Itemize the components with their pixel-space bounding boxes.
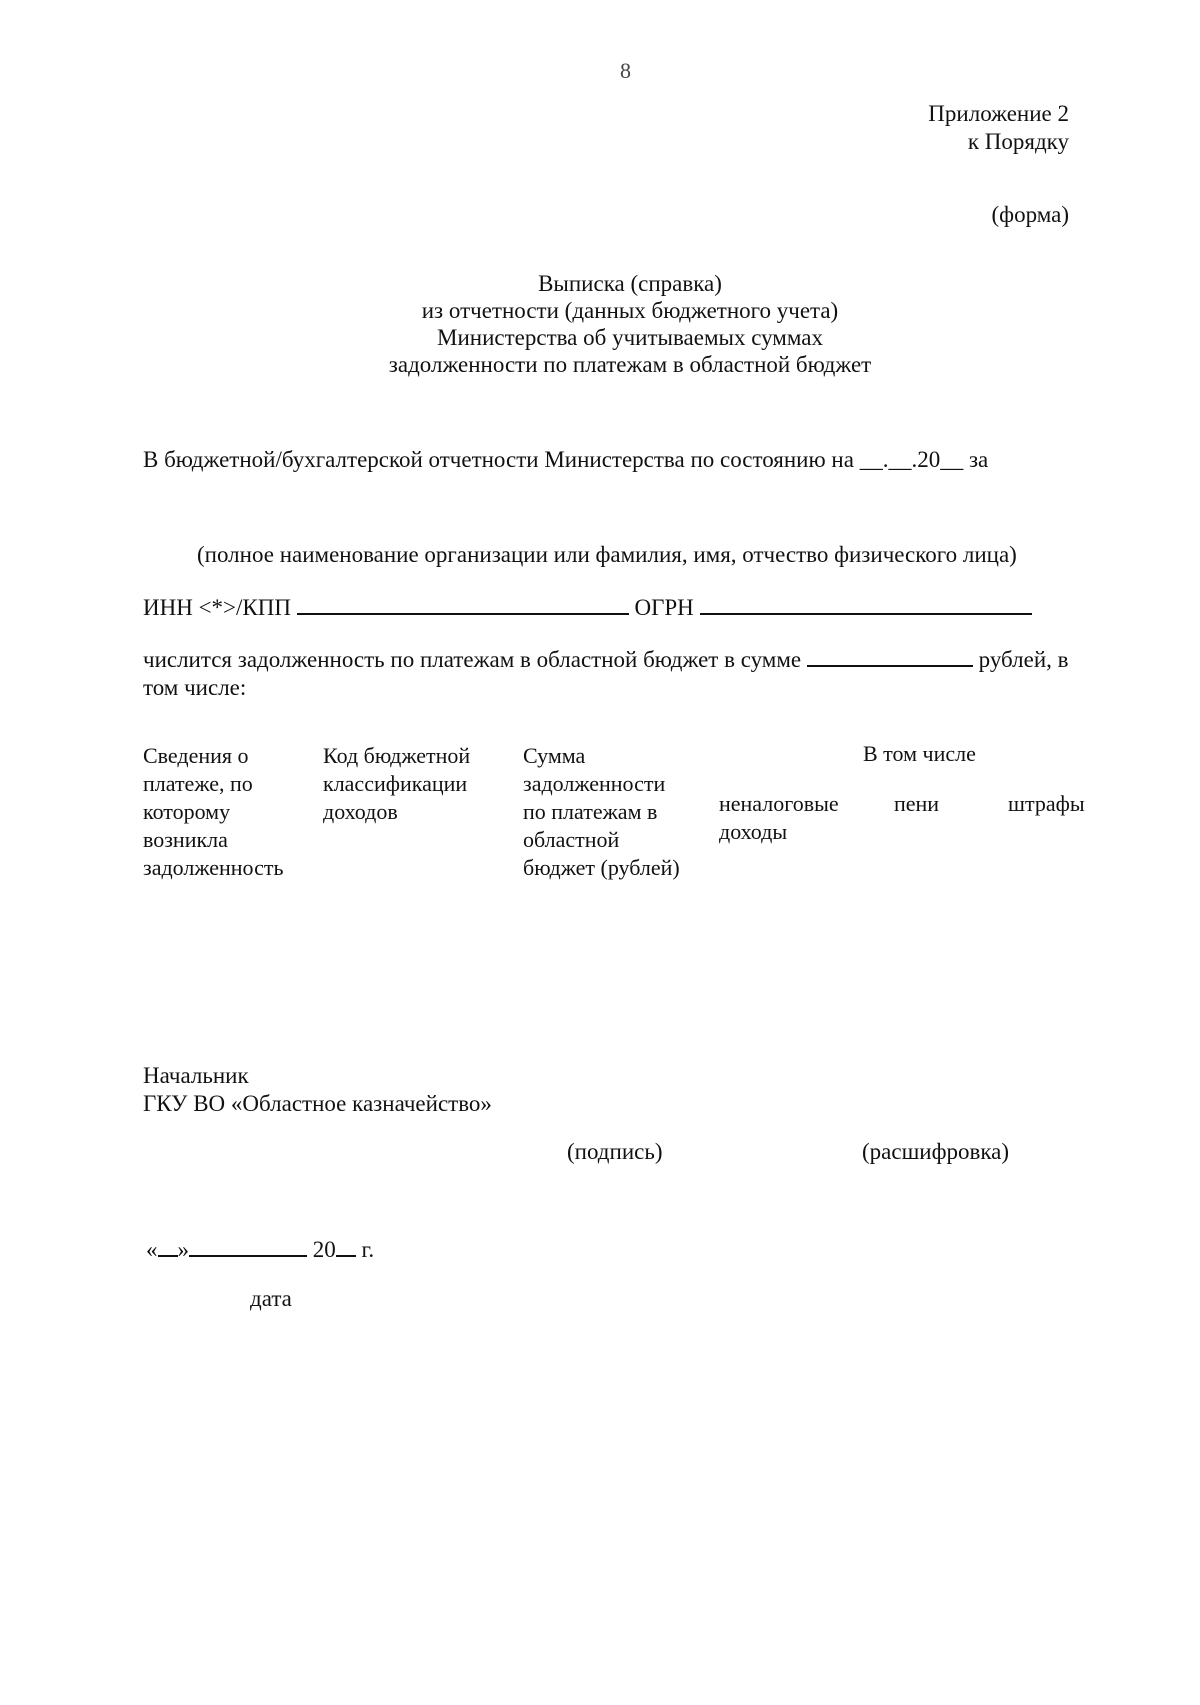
form-label: (форма) [991, 202, 1069, 227]
document-title [300, 270, 960, 378]
reporting-state-line [143, 446, 988, 474]
signature-caption: (подпись) [567, 1139, 663, 1164]
column-budget-code-line: классификации [323, 771, 468, 796]
month-blank[interactable] [189, 1233, 307, 1257]
column-payment-info-line: платеже, по [143, 771, 253, 796]
column-fines: штрафы [1008, 791, 1085, 816]
column-non-tax-income-line: неналоговые [719, 791, 839, 816]
appendix-line-1: Приложение 2 [928, 101, 1069, 126]
column-payment-info-line: Сведения о [143, 743, 249, 768]
title-line-3: Министерства об учитываемых суммах [437, 325, 823, 350]
debt-amount-blank[interactable] [807, 643, 973, 667]
title-line-4: задолженности по платежам в областной бюджет [388, 352, 872, 377]
date-line [146, 1233, 374, 1264]
day-blank[interactable] [158, 1233, 178, 1257]
date-open-quote: « [146, 1237, 158, 1262]
column-budget-code-line: Код бюджетной [323, 743, 471, 768]
column-group-including: В том числе [863, 741, 976, 766]
inn-ogrn-line [143, 591, 1032, 622]
column-non-tax-income-line: доходы [719, 819, 788, 844]
date-year-prefix: 20 [312, 1237, 336, 1262]
column-budget-code-line: доходов [323, 799, 398, 824]
signer-title-line-2: ГКУ ВО «Областное казначейство» [143, 1091, 492, 1116]
appendix-line-2: к Порядку [967, 129, 1069, 154]
date-close-quote: » [177, 1237, 189, 1262]
debt-line-2: том числе: [143, 675, 247, 700]
column-payment-info-line: задолженность [143, 855, 284, 880]
column-debt-amount-line: бюджет (рублей) [523, 855, 680, 880]
date-caption: дата [250, 1286, 292, 1311]
state-suffix: за [968, 447, 989, 472]
column-debt-amount-line: задолженности [523, 771, 666, 796]
column-penalties: пени [894, 791, 940, 816]
signer-title [143, 1062, 492, 1118]
year-blank[interactable] [336, 1233, 356, 1257]
signer-title-line-1: Начальник [143, 1063, 249, 1088]
inn-kpp-blank[interactable] [297, 591, 629, 615]
state-prefix: В бюджетной/бухгалтерской отчетности Министерства по состоянию на [143, 447, 854, 472]
debt-amount-paragraph [143, 643, 1133, 702]
column-debt-amount-line: Сумма [523, 743, 586, 768]
inn-kpp-label: ИНН <*>/КПП [143, 595, 291, 620]
appendix-reference [928, 100, 1069, 156]
column-budget-code [323, 742, 470, 826]
column-payment-info-line: которому [143, 799, 231, 824]
column-debt-amount-line: по платежам в [523, 799, 658, 824]
decoding-caption: (расшифровка) [862, 1139, 1010, 1164]
column-payment-info-line: возникла [143, 827, 228, 852]
date-year-suffix: г. [361, 1237, 375, 1262]
column-payment-info [143, 742, 284, 882]
ogrn-label: ОГРН [634, 595, 694, 620]
state-date-blank: __.__.20__ [859, 447, 964, 472]
title-line-1: Выписка (справка) [538, 271, 722, 296]
ogrn-blank[interactable] [700, 591, 1032, 615]
page-number: 8 [620, 58, 631, 83]
title-line-2: из отчетности (данных бюджетного учета) [421, 298, 839, 323]
column-debt-amount [523, 742, 680, 882]
org-name-caption: (полное наименование организации или фамилия, имя, отчество физического лица) [197, 542, 1017, 567]
column-debt-amount-line: областной [523, 827, 620, 852]
debt-suffix: рублей, в [978, 647, 1069, 672]
debt-prefix: числится задолженность по платежам в областной бюджет в сумме [143, 647, 802, 672]
column-non-tax-income [719, 790, 839, 846]
